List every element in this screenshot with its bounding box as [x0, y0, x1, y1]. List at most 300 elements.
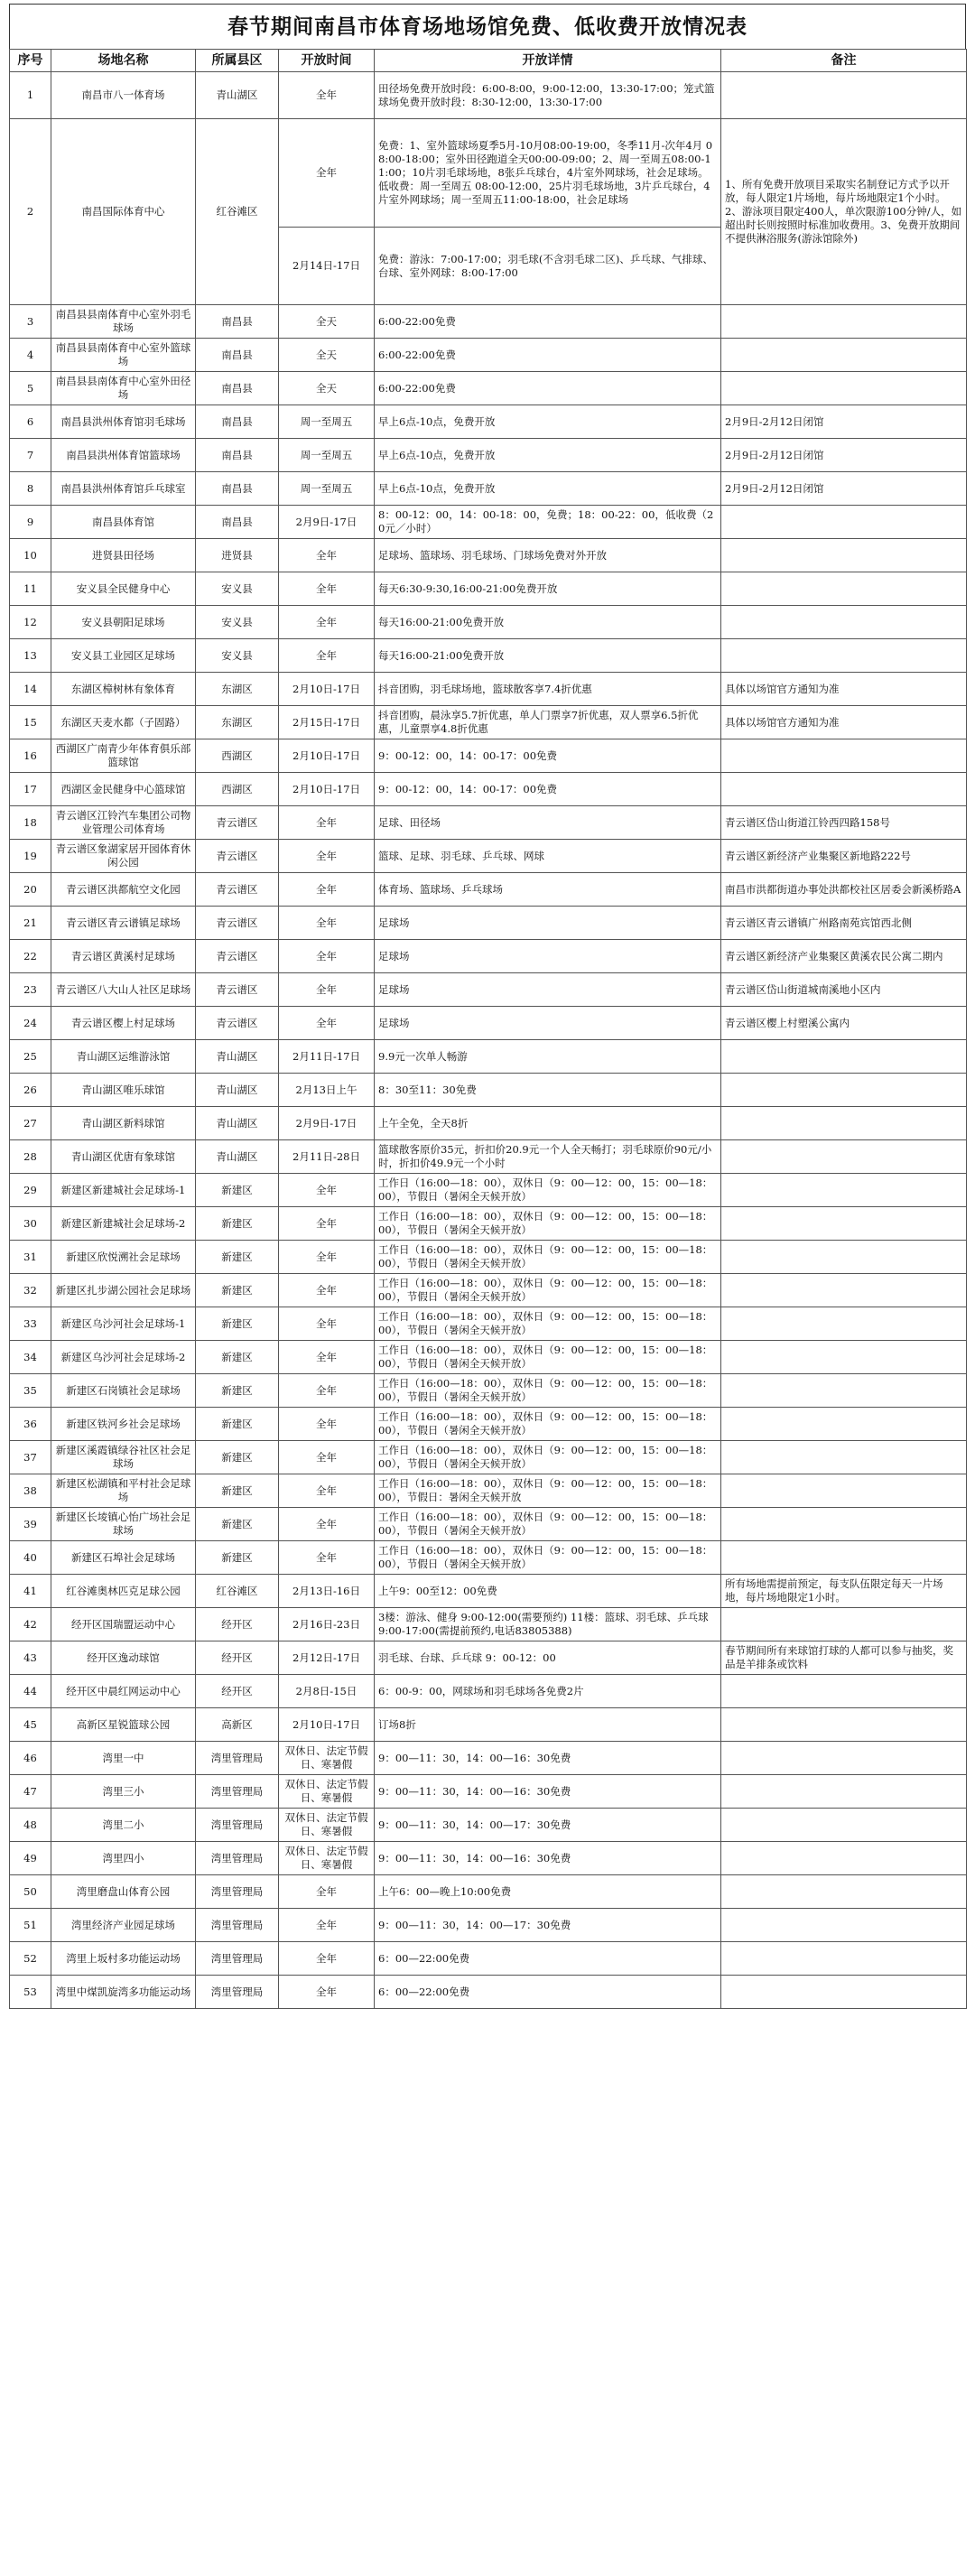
remarks — [721, 1241, 967, 1274]
table-row — [10, 940, 967, 973]
open-time: 双休日、法定节假日、寒暑假 — [279, 1842, 375, 1875]
open-details: 9：00—11：30，14：00—16：30免费 — [375, 1742, 721, 1775]
open-time: 全年 — [279, 940, 375, 973]
open-details: 6:00-22:00免费 — [375, 372, 721, 405]
venue-name: 经开区国瑞盟运动中心 — [51, 1608, 196, 1641]
open-time: 全年 — [279, 1942, 375, 1976]
venue-name: 青云谱区樱上村足球场 — [51, 1007, 196, 1040]
district: 湾里管理局 — [196, 1909, 279, 1942]
row-number: 45 — [10, 1708, 51, 1742]
table-row — [10, 1875, 967, 1909]
venue-name: 青云谱区洪都航空文化园 — [51, 873, 196, 907]
district: 经开区 — [196, 1608, 279, 1641]
venue-name: 新建区乌沙河社会足球场-2 — [51, 1341, 196, 1374]
table-row — [10, 739, 967, 773]
venue-name: 湾里上坂村多功能运动场 — [51, 1942, 196, 1976]
open-time: 2月12日-17日 — [279, 1641, 375, 1675]
remarks: 2月9日-2月12日闭馆 — [721, 472, 967, 506]
open-details: 免费：游泳：7:00-17:00；羽毛球(不含羽毛球二区)、乒乓球、气排球、台球、室外网球：8:00-17:00 — [375, 228, 721, 305]
open-details: 体育场、篮球场、乒乓球场 — [375, 873, 721, 907]
remarks — [721, 606, 967, 639]
open-time: 2月14日-17日 — [279, 228, 375, 305]
venue-name: 南昌县洪州体育馆羽毛球场 — [51, 405, 196, 439]
venue-name: 青云谱区黄溪村足球场 — [51, 940, 196, 973]
venue-name: 新建区石岗镇社会足球场 — [51, 1374, 196, 1408]
remarks — [721, 72, 967, 119]
row-number: 37 — [10, 1441, 51, 1474]
remarks: 春节期间所有来球馆打球的人都可以参与抽奖，奖品是羊排条或饮料 — [721, 1641, 967, 1675]
row-number: 16 — [10, 739, 51, 773]
open-time: 全年 — [279, 973, 375, 1007]
district: 新建区 — [196, 1374, 279, 1408]
open-details: 6：00—22:00免费 — [375, 1942, 721, 1976]
district: 安义县 — [196, 572, 279, 606]
table-row — [10, 339, 967, 372]
table-row — [10, 1575, 967, 1608]
open-details: 6:00-22:00免费 — [375, 339, 721, 372]
venue-name: 湾里中煤凯旋湾多功能运动场 — [51, 1976, 196, 2009]
venue-name: 青山湖区唯乐球馆 — [51, 1074, 196, 1107]
remarks — [721, 1474, 967, 1508]
remarks — [721, 1207, 967, 1241]
open-details: 9：00-12：00，14：00-17：00免费 — [375, 739, 721, 773]
open-details: 6：00—22:00免费 — [375, 1976, 721, 2009]
venue-table — [9, 49, 967, 2009]
table-row — [10, 1608, 967, 1641]
open-time: 2月10日-17日 — [279, 673, 375, 706]
venue-name: 高新区星锐篮球公园 — [51, 1708, 196, 1742]
remarks: 所有场地需提前预定，每支队伍限定每天一片场地，每片场地限定1小时。 — [721, 1575, 967, 1608]
district: 新建区 — [196, 1508, 279, 1541]
row-number: 50 — [10, 1875, 51, 1909]
open-time: 全年 — [279, 606, 375, 639]
district: 进贤县 — [196, 539, 279, 572]
open-details: 免费：1、室外篮球场夏季5月-10月08:00-19:00，冬季11月-次年4月 08:00-18:00；室外田径跑道全天00:00-09:00；2、周一至周五08:00-11:00；10片羽毛球场地，8张乒乓球台，4片室外网球场，社会足球场。低收费：周一至周五 08:00-12:00，25片羽毛球场地，3片乒乓球台，4片室外网球场；周一至周五11:00-18:00，社会足球场 — [375, 119, 721, 228]
header-number: 序号 — [10, 50, 51, 72]
row-number: 18 — [10, 806, 51, 840]
table-row — [10, 1408, 967, 1441]
table-row — [10, 1007, 967, 1040]
open-details: 上午9：00至12：00免费 — [375, 1575, 721, 1608]
open-details: 足球、田径场 — [375, 806, 721, 840]
open-time: 全年 — [279, 1408, 375, 1441]
table-row — [10, 1074, 967, 1107]
table-row — [10, 439, 967, 472]
row-number: 42 — [10, 1608, 51, 1641]
row-number: 19 — [10, 840, 51, 873]
remarks — [721, 1809, 967, 1842]
table-row — [10, 1341, 967, 1374]
remarks: 南昌市洪都街道办事处洪都校社区居委会新溪桥路A — [721, 873, 967, 907]
row-number: 49 — [10, 1842, 51, 1875]
remarks — [721, 1976, 967, 2009]
open-time: 全年 — [279, 806, 375, 840]
district: 西湖区 — [196, 739, 279, 773]
open-details: 工作日（16:00—18：00），双休日（9：00—12：00，15：00—18：00），节假日（暑闲全天候开放） — [375, 1508, 721, 1541]
district: 新建区 — [196, 1441, 279, 1474]
venue-name: 新建区新建城社会足球场-1 — [51, 1174, 196, 1207]
row-number: 2 — [10, 119, 51, 305]
remarks — [721, 1174, 967, 1207]
open-time: 双休日、法定节假日、寒暑假 — [279, 1809, 375, 1842]
open-details: 抖音团购，晨泳享5.7折优惠，单人门票享7折优惠，双人票享6.5折优惠，儿童票享4.8折优惠 — [375, 706, 721, 739]
row-number: 30 — [10, 1207, 51, 1241]
open-details: 抖音团购，羽毛球场地，篮球散客享7.4折优惠 — [375, 673, 721, 706]
table-row — [10, 1241, 967, 1274]
venue-name: 南昌县洪州体育馆乒乓球室 — [51, 472, 196, 506]
remarks: 1、所有免费开放项目采取实名制登记方式予以开放，每人限定1片场地，每片场地限定1个小时。2、游泳项目限定400人，单次限游100分钟/人，如超出时长则按照时标准加收费用。3、免费开放期间不提供淋浴服务(游泳馆除外) — [721, 119, 967, 305]
open-details: 上午全免，全天8折 — [375, 1107, 721, 1140]
venue-name: 南昌县县南体育中心室外田径场 — [51, 372, 196, 405]
table-row — [10, 806, 967, 840]
district: 青山湖区 — [196, 1107, 279, 1140]
venue-name: 红谷滩奥林匹克足球公园 — [51, 1575, 196, 1608]
table-row — [10, 405, 967, 439]
row-number: 33 — [10, 1307, 51, 1341]
table-row — [10, 907, 967, 940]
table-row — [10, 1742, 967, 1775]
remarks — [721, 1608, 967, 1641]
district: 青山湖区 — [196, 1074, 279, 1107]
row-number: 47 — [10, 1775, 51, 1809]
remarks: 2月9日-2月12日闭馆 — [721, 439, 967, 472]
table-row — [10, 72, 967, 119]
remarks — [721, 1107, 967, 1140]
table-row — [10, 840, 967, 873]
venue-name: 新建区铁河乡社会足球场 — [51, 1408, 196, 1441]
table-row — [10, 1174, 967, 1207]
district: 南昌县 — [196, 339, 279, 372]
remarks — [721, 739, 967, 773]
venue-name: 南昌市八一体育场 — [51, 72, 196, 119]
open-details: 工作日（16:00—18：00），双休日（9：00—12：00，15：00—18：00），节假日：暑闲全天候开放 — [375, 1474, 721, 1508]
table-row — [10, 305, 967, 339]
open-details: 足球场 — [375, 940, 721, 973]
open-details: 每天6:30-9:30,16:00-21:00免费开放 — [375, 572, 721, 606]
remarks: 青云谱区岱山街道江铃西四路158号 — [721, 806, 967, 840]
open-details: 足球场、篮球场、羽毛球场、门球场免费对外开放 — [375, 539, 721, 572]
open-details: 工作日（16:00—18：00），双休日（9：00—12：00，15：00—18：00），节假日（暑闲全天候开放） — [375, 1441, 721, 1474]
open-details: 工作日（16:00—18：00），双休日（9：00—12：00，15：00—18：00），节假日（暑闲全天候开放） — [375, 1174, 721, 1207]
row-number: 27 — [10, 1107, 51, 1140]
table-row — [10, 1809, 967, 1842]
table-row — [10, 706, 967, 739]
district: 南昌县 — [196, 372, 279, 405]
district: 青云谱区 — [196, 806, 279, 840]
row-number: 29 — [10, 1174, 51, 1207]
open-time: 全年 — [279, 1307, 375, 1341]
row-number: 24 — [10, 1007, 51, 1040]
district: 青山湖区 — [196, 1140, 279, 1174]
row-number: 28 — [10, 1140, 51, 1174]
open-details: 工作日（16:00—18：00），双休日（9：00—12：00，15：00—18：00），节假日（暑闲全天候开放） — [375, 1341, 721, 1374]
open-time: 全年 — [279, 1241, 375, 1274]
open-details: 8：30至11：30免费 — [375, 1074, 721, 1107]
remarks — [721, 1708, 967, 1742]
open-time: 全年 — [279, 1474, 375, 1508]
open-details: 9：00—11：30，14：00—17：30免费 — [375, 1909, 721, 1942]
table-row — [10, 606, 967, 639]
district: 南昌县 — [196, 472, 279, 506]
table-row — [10, 1675, 967, 1708]
venue-name: 湾里四小 — [51, 1842, 196, 1875]
open-time: 全年 — [279, 1976, 375, 2009]
table-row — [10, 1474, 967, 1508]
venue-name: 青云谱区八大山人社区足球场 — [51, 973, 196, 1007]
open-time: 2月13日上午 — [279, 1074, 375, 1107]
row-number: 39 — [10, 1508, 51, 1541]
table-row — [10, 1207, 967, 1241]
row-number: 14 — [10, 673, 51, 706]
district: 南昌县 — [196, 305, 279, 339]
open-time: 2月15日-17日 — [279, 706, 375, 739]
venue-name: 新建区石埠社会足球场 — [51, 1541, 196, 1575]
table-row — [10, 773, 967, 806]
venue-name: 新建区欣悦溯社会足球场 — [51, 1241, 196, 1274]
open-time: 2月10日-17日 — [279, 739, 375, 773]
venue-name: 湾里三小 — [51, 1775, 196, 1809]
row-number: 9 — [10, 506, 51, 539]
venue-name: 青山湖区新料球馆 — [51, 1107, 196, 1140]
open-details: 足球场 — [375, 1007, 721, 1040]
table-row — [10, 1441, 967, 1474]
open-time: 全天 — [279, 305, 375, 339]
row-number: 52 — [10, 1942, 51, 1976]
row-number: 48 — [10, 1809, 51, 1842]
table-row — [10, 673, 967, 706]
venue-name: 青云谱区青云谱镇足球场 — [51, 907, 196, 940]
district: 新建区 — [196, 1408, 279, 1441]
remarks — [721, 1909, 967, 1942]
table-header-row — [10, 50, 967, 72]
row-number: 10 — [10, 539, 51, 572]
table-row — [10, 506, 967, 539]
table-row — [10, 1775, 967, 1809]
venue-name: 新建区溪霞镇绿谷社区社会足球场 — [51, 1441, 196, 1474]
row-number: 44 — [10, 1675, 51, 1708]
venue-name: 南昌县县南体育中心室外羽毛球场 — [51, 305, 196, 339]
open-details: 工作日（16:00—18：00），双休日（9：00—12：00，15：00—18：00），节假日（暑闲全天候开放） — [375, 1374, 721, 1408]
open-time: 全年 — [279, 1374, 375, 1408]
row-number: 23 — [10, 973, 51, 1007]
open-time: 全年 — [279, 873, 375, 907]
row-number: 15 — [10, 706, 51, 739]
remarks — [721, 1408, 967, 1441]
table-row — [10, 1140, 967, 1174]
table-row — [10, 1508, 967, 1541]
open-details: 工作日（16:00—18：00），双休日（9：00—12：00，15：00—18：00），节假日（暑闲全天候开放） — [375, 1274, 721, 1307]
remarks — [721, 339, 967, 372]
table-row — [10, 1107, 967, 1140]
remarks — [721, 1742, 967, 1775]
district: 新建区 — [196, 1541, 279, 1575]
district: 湾里管理局 — [196, 1742, 279, 1775]
row-number: 20 — [10, 873, 51, 907]
open-details: 工作日（16:00—18：00），双休日（9：00—12：00，15：00—18：00），节假日（暑闲全天候开放） — [375, 1307, 721, 1341]
row-number: 46 — [10, 1742, 51, 1775]
district: 安义县 — [196, 639, 279, 673]
table-row — [10, 372, 967, 405]
row-number: 34 — [10, 1341, 51, 1374]
venue-name: 新建区松湖镇和平村社会足球场 — [51, 1474, 196, 1508]
open-details: 6:00-22:00免费 — [375, 305, 721, 339]
district: 安义县 — [196, 606, 279, 639]
venue-name: 青云谱区象湖家居开园体育休闲公园 — [51, 840, 196, 873]
district: 青山湖区 — [196, 1040, 279, 1074]
venue-name: 南昌县体育馆 — [51, 506, 196, 539]
table-row — [10, 1274, 967, 1307]
venue-name: 进贤县田径场 — [51, 539, 196, 572]
remarks — [721, 1307, 967, 1341]
row-number: 11 — [10, 572, 51, 606]
venue-name: 新建区扎步湖公园社会足球场 — [51, 1274, 196, 1307]
open-details: 8：00-12：00，14：00-18：00，免费；18：00-22：00，低收费（20元／小时） — [375, 506, 721, 539]
table-row — [10, 1708, 967, 1742]
table-row — [10, 1942, 967, 1976]
remarks — [721, 372, 967, 405]
open-details: 工作日（16:00—18：00），双休日（9：00—12：00，15：00—18：00），节假日（暑闲全天候开放） — [375, 1408, 721, 1441]
district: 新建区 — [196, 1241, 279, 1274]
row-number: 21 — [10, 907, 51, 940]
open-details: 上午6：00—晚上10:00免费 — [375, 1875, 721, 1909]
row-number: 1 — [10, 72, 51, 119]
row-number: 25 — [10, 1040, 51, 1074]
open-time: 全年 — [279, 1174, 375, 1207]
district: 新建区 — [196, 1274, 279, 1307]
remarks: 具体以场馆官方通知为准 — [721, 706, 967, 739]
remarks — [721, 1942, 967, 1976]
row-number: 53 — [10, 1976, 51, 2009]
open-time: 2月9日-17日 — [279, 1107, 375, 1140]
remarks — [721, 1775, 967, 1809]
table-row — [10, 639, 967, 673]
open-time: 全年 — [279, 1508, 375, 1541]
open-details: 羽毛球、台球、乒乓球 9：00-12：00 — [375, 1641, 721, 1675]
venue-name: 南昌县洪州体育馆篮球场 — [51, 439, 196, 472]
district: 青云谱区 — [196, 940, 279, 973]
remarks: 青云谱区岱山街道城南溪地小区内 — [721, 973, 967, 1007]
open-time: 2月8日-15日 — [279, 1675, 375, 1708]
venue-name: 湾里磨盘山体育公园 — [51, 1875, 196, 1909]
open-time: 全年 — [279, 1341, 375, 1374]
row-number: 32 — [10, 1274, 51, 1307]
open-details: 早上6点-10点，免费开放 — [375, 472, 721, 506]
open-details: 早上6点-10点，免费开放 — [375, 439, 721, 472]
table-row — [10, 572, 967, 606]
remarks — [721, 1541, 967, 1575]
district: 东湖区 — [196, 706, 279, 739]
open-details: 3楼：游泳、健身 9:00-12:00(需要预约) 11楼：篮球、羽毛球、乒乓球9:00-17:00(需提前预约,电话83805388) — [375, 1608, 721, 1641]
remarks — [721, 506, 967, 539]
remarks: 青云谱区青云谱镇广州路南苑宾馆西北侧 — [721, 907, 967, 940]
table-row — [10, 1976, 967, 2009]
remarks: 青云谱区新经济产业集聚区新地路222号 — [721, 840, 967, 873]
row-number: 26 — [10, 1074, 51, 1107]
table-row — [10, 472, 967, 506]
district: 西湖区 — [196, 773, 279, 806]
open-time: 全年 — [279, 1541, 375, 1575]
remarks — [721, 1842, 967, 1875]
remarks — [721, 305, 967, 339]
open-time: 全天 — [279, 372, 375, 405]
open-details: 工作日（16:00—18：00），双休日（9：00—12：00，15：00—18：00），节假日（暑闲全天候开放） — [375, 1241, 721, 1274]
open-time: 2月10日-17日 — [279, 1708, 375, 1742]
district: 湾里管理局 — [196, 1842, 279, 1875]
remarks — [721, 1508, 967, 1541]
venue-name: 西湖区金民健身中心篮球馆 — [51, 773, 196, 806]
row-number: 35 — [10, 1374, 51, 1408]
open-time: 2月11日-28日 — [279, 1140, 375, 1174]
venue-name: 湾里经济产业园足球场 — [51, 1909, 196, 1942]
venue-name: 湾里一中 — [51, 1742, 196, 1775]
header-open-time: 开放时间 — [279, 50, 375, 72]
venue-name: 新建区新建城社会足球场-2 — [51, 1207, 196, 1241]
table-row — [10, 119, 967, 228]
district: 高新区 — [196, 1708, 279, 1742]
remarks — [721, 1074, 967, 1107]
row-number: 12 — [10, 606, 51, 639]
open-time: 全年 — [279, 119, 375, 228]
district: 青云谱区 — [196, 873, 279, 907]
table-row — [10, 873, 967, 907]
open-time: 双休日、法定节假日、寒暑假 — [279, 1742, 375, 1775]
venue-name: 湾里二小 — [51, 1809, 196, 1842]
open-time: 全天 — [279, 339, 375, 372]
open-details: 篮球、足球、羽毛球、乒乓球、网球 — [375, 840, 721, 873]
open-details: 9：00—11：30，14：00—16：30免费 — [375, 1842, 721, 1875]
open-details: 每天16:00-21:00免费开放 — [375, 639, 721, 673]
district: 湾里管理局 — [196, 1942, 279, 1976]
district: 红谷滩区 — [196, 1575, 279, 1608]
table-row — [10, 1040, 967, 1074]
venue-name: 青云谱区江铃汽车集团公司物业管理公司体育场 — [51, 806, 196, 840]
table-row — [10, 539, 967, 572]
open-details: 田径场免费开放时段：6:00-8:00，9:00-12:00，13:30-17:00；笼式篮球场免费开放时段：8:30-12:00，13:30-17:00 — [375, 72, 721, 119]
district: 新建区 — [196, 1474, 279, 1508]
venue-name: 西湖区广南青少年体育俱乐部篮球馆 — [51, 739, 196, 773]
remarks — [721, 1040, 967, 1074]
district: 红谷滩区 — [196, 119, 279, 305]
open-time: 2月10日-17日 — [279, 773, 375, 806]
row-number: 6 — [10, 405, 51, 439]
table-row — [10, 1641, 967, 1675]
row-number: 13 — [10, 639, 51, 673]
row-number: 43 — [10, 1641, 51, 1675]
remarks — [721, 572, 967, 606]
district: 湾里管理局 — [196, 1976, 279, 2009]
open-time: 全年 — [279, 539, 375, 572]
open-details: 9.9元一次单人畅游 — [375, 1040, 721, 1074]
header-remarks: 备注 — [721, 50, 967, 72]
header-open-details: 开放详情 — [375, 50, 721, 72]
open-time: 全年 — [279, 572, 375, 606]
venue-name: 安义县工业园区足球场 — [51, 639, 196, 673]
table-row — [10, 1374, 967, 1408]
venue-name: 东湖区天麦水都（子固路） — [51, 706, 196, 739]
open-details: 工作日（16:00—18：00），双休日（9：00—12：00，15：00—18：00），节假日（暑闲全天候开放） — [375, 1207, 721, 1241]
open-time: 2月13日-16日 — [279, 1575, 375, 1608]
district: 南昌县 — [196, 506, 279, 539]
district: 青云谱区 — [196, 973, 279, 1007]
remarks: 青云谱区新经济产业集聚区黄溪农民公寓二期内 — [721, 940, 967, 973]
remarks — [721, 1441, 967, 1474]
remarks — [721, 1341, 967, 1374]
open-time: 全年 — [279, 1207, 375, 1241]
open-time: 双休日、法定节假日、寒暑假 — [279, 1775, 375, 1809]
table-row — [10, 1909, 967, 1942]
row-number: 51 — [10, 1909, 51, 1942]
district: 新建区 — [196, 1207, 279, 1241]
